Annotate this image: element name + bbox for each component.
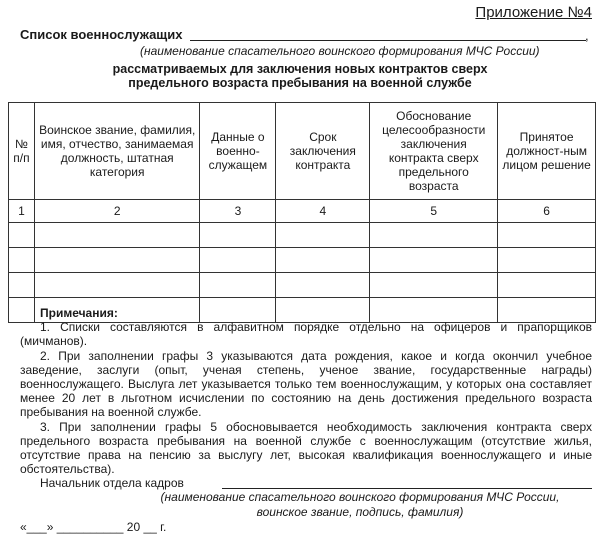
- col-number-5: 5: [370, 200, 498, 223]
- org-hint: (наименование спасательного воинского формирования МЧС России): [140, 44, 540, 58]
- table-row: [9, 248, 596, 273]
- chief-label: Начальник отдела кадров: [40, 476, 184, 490]
- appendix-label: Приложение №4: [475, 4, 592, 21]
- table-cell[interactable]: [276, 223, 370, 248]
- note-item-3: 3. При заполнении графы 5 обосновывается необходимость заключения контракта сверх предельного возраста пребывания на военной службе с военнослужащим (отсутствие жилья, отсутствие права на пенсию за выслугу лет, высокая квалификация военнослужащего и иные обстоятельства).: [20, 419, 592, 477]
- col-header-justification: Обоснование целесообразности заключения контракта сверх предельного возраста: [370, 103, 498, 200]
- col-header-data: Данные о военно-служащем: [200, 103, 276, 200]
- note-item-1: 1. Списки составляются в алфавитном порядке отдельно на офицеров и прапорщиков (мичманов).: [20, 320, 592, 349]
- table-cell[interactable]: [200, 248, 276, 273]
- col-header-decision: Принятое должност-ным лицом решение: [498, 103, 596, 200]
- list-fill-line: [190, 40, 586, 41]
- table-cell[interactable]: [498, 273, 596, 298]
- table-cell[interactable]: [9, 273, 35, 298]
- date-line: «___» __________ 20 __ г.: [20, 520, 167, 534]
- table-cell[interactable]: [200, 223, 276, 248]
- table-cell[interactable]: [9, 223, 35, 248]
- signature-hint-line-2: воинское звание, подпись, фамилия): [256, 505, 464, 519]
- table-header-row: [9, 103, 596, 200]
- table-cell[interactable]: [9, 248, 35, 273]
- table-cell[interactable]: [276, 248, 370, 273]
- col-number-2: 2: [34, 200, 200, 223]
- list-line-comma: ,: [585, 28, 589, 43]
- col-header-number: № п/п: [9, 103, 35, 200]
- table-cell[interactable]: [370, 273, 498, 298]
- chief-signature-line: [222, 488, 592, 489]
- note-item-2: 2. При заполнении графы 3 указываются дата рождения, какое и когда окончил учебное заведение, заслуги (опыт, ученая степень, ученое звание, государственные награды) военнослужащего. Выслуга лет указывается только тем военнослужащим, у которых она составляет менее 20 лет в льготном исчислении по состоянию на день достижения предельного возраста пребывания на военной службе.: [20, 348, 592, 420]
- table-column-numbers-row: [9, 200, 596, 223]
- table-cell[interactable]: [498, 248, 596, 273]
- table-cell[interactable]: [200, 273, 276, 298]
- table-cell[interactable]: [34, 248, 200, 273]
- notes-title: Примечания:: [40, 306, 118, 320]
- table-row: [9, 273, 596, 298]
- table-cell[interactable]: [370, 223, 498, 248]
- col-number-1: 1: [9, 200, 35, 223]
- col-header-term: Срок заключения контракта: [276, 103, 370, 200]
- col-number-6: 6: [498, 200, 596, 223]
- table-cell[interactable]: [370, 248, 498, 273]
- list-label: Список военнослужащих: [20, 27, 183, 42]
- table-cell[interactable]: [34, 223, 200, 248]
- signature-hint-line-1: (наименование спасательного воинского формирования МЧС России,: [160, 490, 560, 504]
- table-cell[interactable]: [276, 273, 370, 298]
- table-cell[interactable]: [34, 273, 200, 298]
- notes-section: [20, 306, 592, 476]
- heading-line-2: предельного возраста пребывания на военной службе: [128, 76, 472, 90]
- heading-line-1: рассматриваемых для заключения новых контрактов сверх: [112, 62, 488, 76]
- servicemen-table: [8, 102, 596, 323]
- col-number-4: 4: [276, 200, 370, 223]
- col-header-rank-name: Воинское звание, фамилия, имя, отчество, занимаемая должность, штатная категория: [34, 103, 200, 200]
- col-number-3: 3: [200, 200, 276, 223]
- table-row: [9, 223, 596, 248]
- table-cell[interactable]: [498, 223, 596, 248]
